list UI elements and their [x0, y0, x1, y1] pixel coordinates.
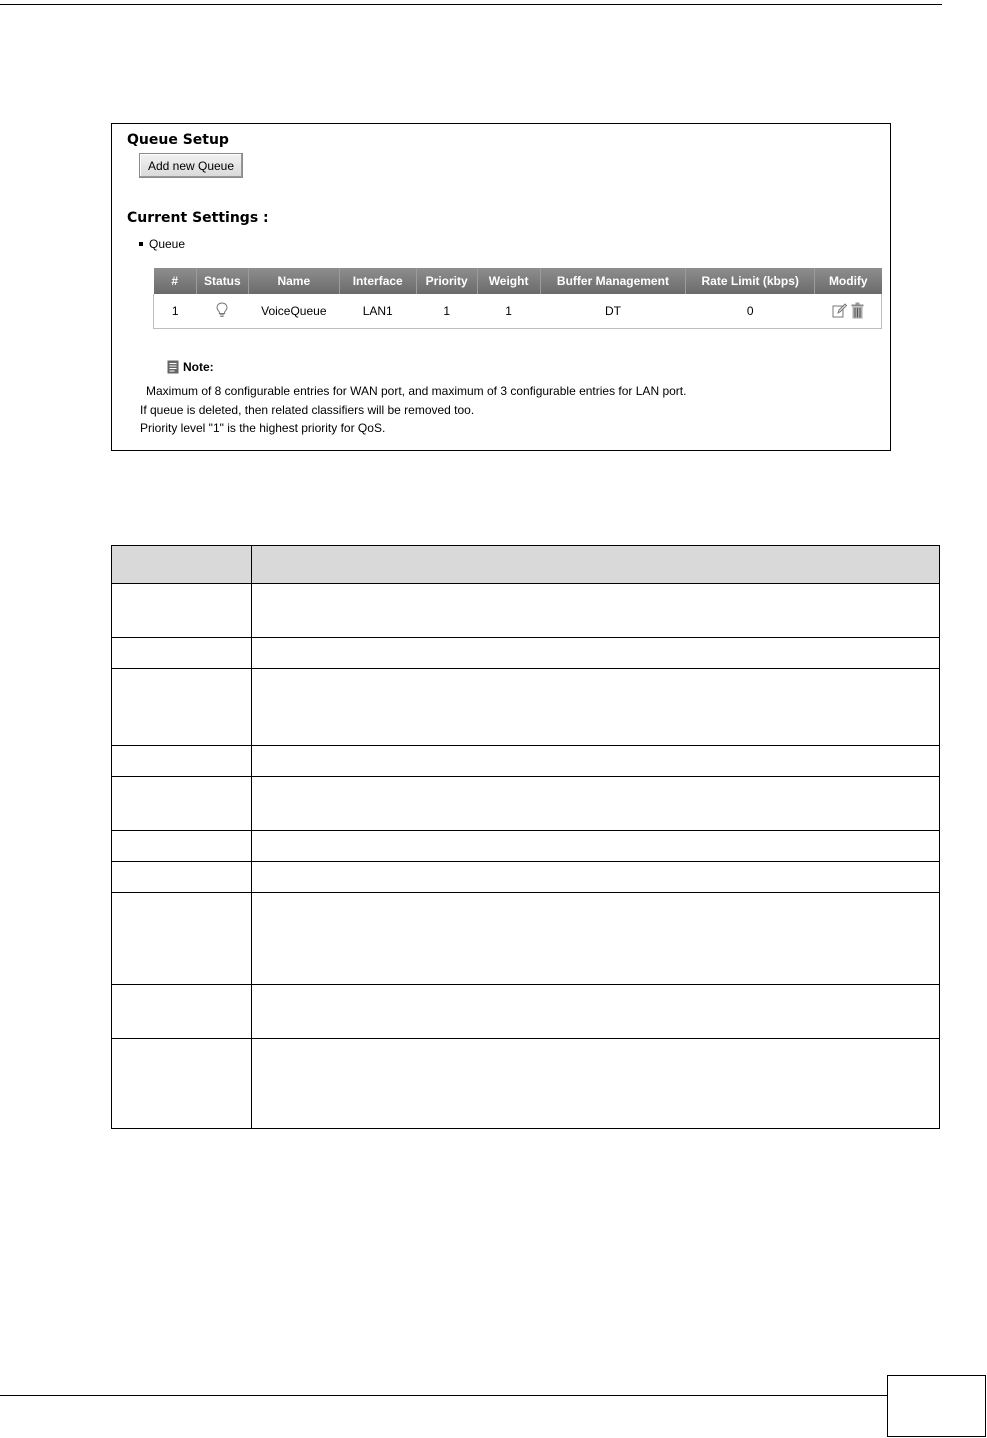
col-priority: Priority — [416, 268, 477, 294]
delete-icon[interactable] — [851, 302, 864, 319]
table-row — [112, 862, 940, 893]
field-description-table — [111, 545, 940, 1129]
col-status: Status — [196, 268, 248, 294]
cell-interface: LAN1 — [339, 294, 416, 329]
cell-name: VoiceQueue — [248, 294, 339, 329]
table-row — [112, 985, 940, 1039]
lightbulb-icon — [216, 302, 228, 318]
col-interface: Interface — [339, 268, 416, 294]
col-rate-limit: Rate Limit (kbps) — [686, 268, 815, 294]
cell-priority: 1 — [416, 294, 477, 329]
table-row — [112, 584, 940, 638]
table-row — [112, 638, 940, 669]
table-row — [112, 831, 940, 862]
table-row — [112, 893, 940, 985]
col-modify: Modify — [815, 268, 882, 294]
page-number-box — [887, 1375, 986, 1437]
queue-setup-screenshot — [111, 123, 891, 451]
cell-index: 1 — [154, 294, 197, 329]
note-line-3: Priority level "1" is the highest priority for QoS. — [140, 421, 386, 435]
table-row — [112, 669, 940, 746]
note-title: Note: — [183, 360, 214, 374]
note-line-1: Maximum of 8 configurable entries for WAN port, and maximum of 3 configurable entries for LAN port. — [146, 384, 687, 398]
current-settings-title: Current Settings : — [127, 210, 269, 226]
queue-label-text: Queue — [149, 237, 186, 251]
col-weight: Weight — [477, 268, 540, 294]
bullet-icon — [139, 242, 143, 246]
cell-modify — [815, 294, 882, 329]
cell-weight: 1 — [477, 294, 540, 329]
note-line-2: If queue is deleted, then related classifiers will be removed too. — [140, 403, 475, 417]
queue-table-header — [154, 268, 882, 294]
header-rule — [0, 4, 942, 5]
queue-setup-title: Queue Setup — [127, 132, 229, 148]
col-buffer-management: Buffer Management — [540, 268, 686, 294]
add-new-queue-button[interactable]: Add new Queue — [139, 153, 243, 178]
table-row — [112, 777, 940, 831]
footer-rule — [0, 1395, 887, 1396]
queue-section-label — [139, 237, 185, 251]
queue-table — [153, 268, 882, 329]
col-index: # — [154, 268, 197, 294]
cell-status — [196, 294, 248, 329]
table-row — [112, 1039, 940, 1129]
cell-buffer-management: DT — [540, 294, 686, 329]
col-name: Name — [248, 268, 339, 294]
table-row — [112, 746, 940, 777]
edit-icon[interactable] — [832, 303, 847, 318]
note-heading — [167, 360, 214, 374]
table-row — [154, 294, 882, 329]
note-icon — [167, 360, 179, 374]
description-table-header — [112, 546, 940, 584]
cell-rate-limit: 0 — [686, 294, 815, 329]
